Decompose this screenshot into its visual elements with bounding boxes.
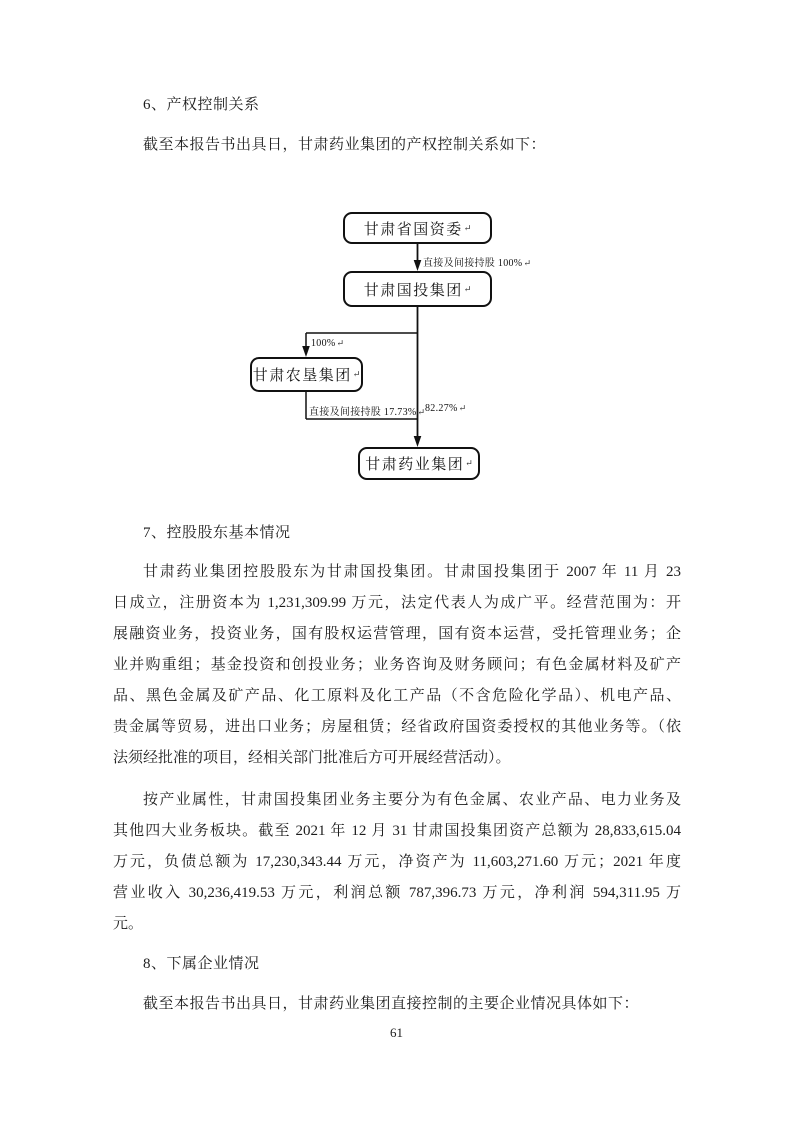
section-8-heading: 8、下属企业情况: [143, 956, 260, 972]
org-node-label: 甘肃省国资委: [363, 221, 463, 238]
body-line: 万元，负债总额为 17,230,343.44 万元，净资产为 11,603,271.60 万元；2021 年度: [113, 854, 681, 870]
edge-label-direct-indirect-17-73pct: [309, 403, 425, 418]
section-7-paragraph-1: [113, 557, 681, 774]
body-line: 贵金属等贸易，进出口业务；房屋租赁；经省政府国资委授权的其他业务等。（依: [113, 719, 681, 735]
return-mark: ↵: [352, 369, 361, 379]
edge-label-text: 直接及间接持股 100%: [423, 258, 523, 269]
edge-label-text: 直接及间接持股 17.73%: [309, 407, 417, 418]
edge-label-text: 82.27%: [425, 403, 458, 414]
org-node-label: 甘肃药业集团: [365, 457, 465, 473]
body-line: 法须经批准的项目，经相关部门批准后方可开展经营活动）。: [113, 750, 511, 766]
edge-label-direct-indirect-100pct: [423, 254, 531, 269]
edge-label-text: 100%: [311, 338, 336, 349]
return-mark: ↵: [523, 258, 531, 268]
org-node-label: 甘肃农垦集团: [252, 368, 352, 384]
body-line: 其他四大业务板块。截至 2021 年 12 月 31 甘肃国投集团资产总额为 28,833,615.04: [113, 823, 681, 839]
body-line: 甘肃药业集团控股股东为甘肃国投集团。甘肃国投集团于 2007 年 11 月 23: [143, 564, 681, 580]
body-line: 日成立，注册资本为 1,231,309.99 万元，法定代表人为成广平。经营范围为：开: [113, 595, 681, 611]
return-mark: ↵: [336, 338, 345, 348]
section-7-heading: 7、控股股东基本情况: [143, 525, 291, 541]
org-node-gansu-yaoye-group: [358, 447, 480, 480]
body-line: 营业收入 30,236,419.53 万元，利润总额 787,396.73 万元，净利润 594,311.95 万: [113, 885, 681, 901]
page-number: 61: [390, 1025, 403, 1040]
body-line: 按产业属性，甘肃国投集团业务主要分为有色金属、农业产品、电力业务及: [143, 792, 681, 808]
return-mark: ↵: [463, 222, 472, 233]
org-node-gansu-nongken-group: [250, 357, 363, 392]
return-mark: ↵: [465, 458, 473, 468]
edge-label-100pct: [311, 338, 344, 349]
return-mark: ↵: [463, 283, 472, 294]
ownership-structure-diagram: [113, 205, 680, 495]
org-node-gansu-sasac: [343, 212, 492, 244]
body-line: 品、黑色金属及矿产品、化工原料及化工产品（不含危险化学品）、机电产品、: [113, 688, 681, 704]
return-mark: ↵: [458, 403, 467, 413]
body-line: 元。: [113, 916, 144, 932]
edge-label-82-27pct: [425, 403, 466, 414]
section-6-heading: 6、产权控制关系: [143, 97, 260, 113]
section-6-intro: 截至本报告书出具日，甘肃药业集团的产权控制关系如下：: [143, 137, 547, 153]
org-node-gansu-guotou-group: [343, 271, 492, 307]
body-line: 业并购重组；基金投资和创投业务；业务咨询及财务顾问；有色金属材料及矿产: [113, 657, 681, 673]
section-7-paragraph-2: [113, 785, 681, 940]
body-line: 展融资业务，投资业务，国有股权运营管理，国有资本运营，受托管理业务；企: [113, 626, 681, 642]
org-node-label: 甘肃国投集团: [363, 282, 463, 299]
return-mark: ↵: [417, 407, 426, 417]
section-8-intro: 截至本报告书出具日，甘肃药业集团直接控制的主要企业情况具体如下：: [143, 996, 640, 1012]
